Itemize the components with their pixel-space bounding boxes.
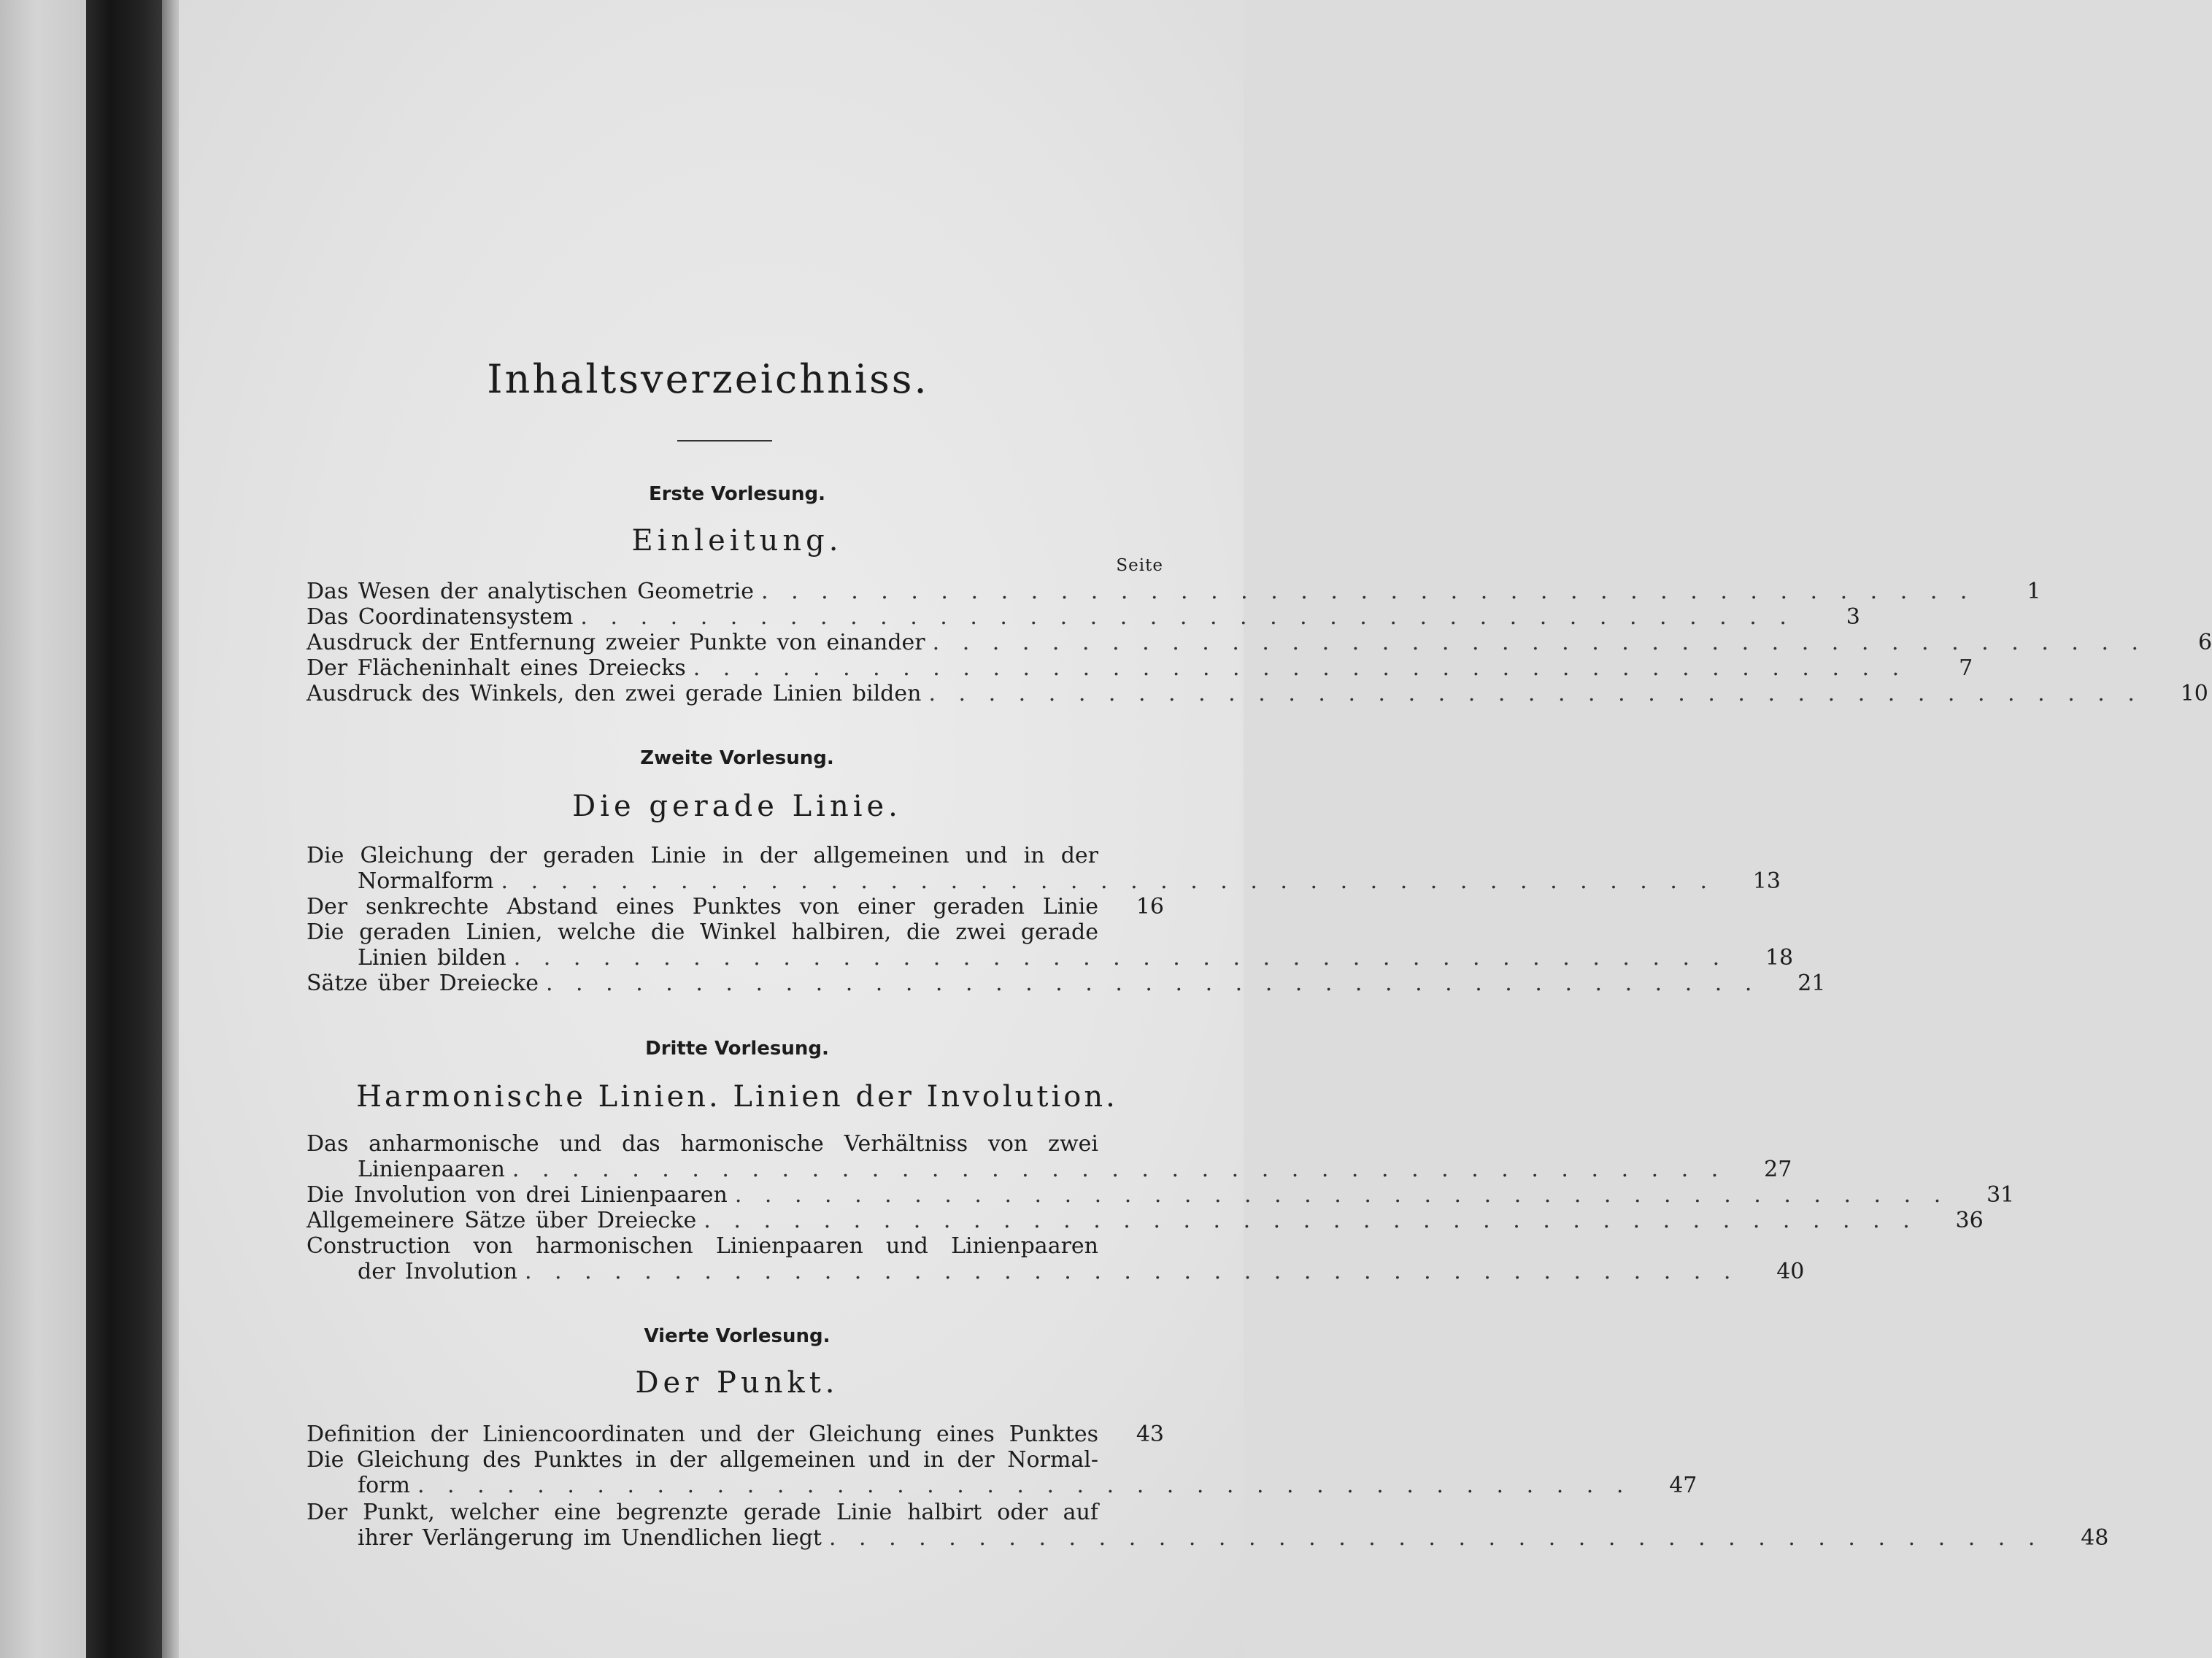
dot-leader: . . . . . . . . . . . . . . . . . . . . . . . . . . . . . . . . . . . . . . . . . xyxy=(932,630,2147,655)
background-left xyxy=(0,0,91,1658)
page-title: Inhaltsverzeichniss. xyxy=(487,356,929,402)
lecture-heading-2: Zweite Vorlesung. xyxy=(640,747,834,769)
page-number: 16 xyxy=(1136,894,1164,919)
page-number: 43 xyxy=(1136,1422,1164,1447)
page-number: 47 xyxy=(1669,1473,1697,1498)
toc-entry[interactable] xyxy=(307,1233,1805,1284)
toc-entry[interactable] xyxy=(307,894,1164,919)
toc-entry[interactable] xyxy=(307,1131,1792,1182)
entry-text: Die Gleichung der geraden Linie in der allgemeinen und in der xyxy=(307,843,1098,868)
toc-entry[interactable] xyxy=(307,630,2212,655)
entry-text: Der senkrechte Abstand eines Punktes von einer geraden Linie xyxy=(307,894,1098,919)
page-number: 36 xyxy=(1955,1208,1984,1233)
entry-text: Die Involution von drei Linienpaaren xyxy=(307,1182,728,1208)
entry-text: Die Gleichung des Punktes in der allgemeinen und in der Normal- xyxy=(307,1447,1098,1473)
dot-leader: . . . . . . . . . . . . . . . . . . . . . . . . . . . . . . . . . . . . . . . . . xyxy=(545,971,1760,996)
dot-leader: . . . . . . . . . . . . . . . . . . . . . . . . . . . . . . . . . . . . . . . . . xyxy=(512,1157,1727,1182)
toc-entry[interactable] xyxy=(307,1208,1984,1233)
entry-text: Allgemeinere Sätze über Dreiecke xyxy=(307,1208,697,1233)
page-number: 10 xyxy=(2180,681,2208,706)
toc-entry[interactable] xyxy=(307,655,1973,681)
entry-text: Der Punkt, welcher eine begrenzte gerade Linie halbirt oder auf xyxy=(307,1500,1098,1525)
entry-text: Ausdruck des Winkels, den zwei gerade Linien bilden xyxy=(307,681,922,706)
entry-text-cont: der Involution xyxy=(358,1259,517,1284)
dot-leader: . . . . . . . . . . . . . . . . . . . . . . . . . . . . . . . . . . . . . . . . . xyxy=(580,604,1795,630)
dot-leader: . . . . . . . . . . . . . . . . . . . . . . . . . . . . . . . . . . . . . . . . . xyxy=(928,681,2143,706)
entry-text: Construction von harmonischen Linienpaaren und Linienpaaren xyxy=(307,1233,1098,1259)
entry-text: Der Flächeninhalt eines Dreiecks xyxy=(307,655,686,681)
title-rule xyxy=(677,440,772,442)
toc-entry[interactable] xyxy=(307,1500,2109,1551)
page-number: 3 xyxy=(1846,604,1860,630)
toc-entry[interactable] xyxy=(307,919,1794,971)
toc-entry[interactable] xyxy=(307,843,1781,894)
page-number: 40 xyxy=(1776,1259,1805,1284)
page-number: 31 xyxy=(1986,1182,2015,1208)
dot-leader: . . . . . . . . . . . . . . . . . . . . . . . . . . . . . . . . . . . . . . . . . xyxy=(734,1182,1949,1208)
page-number: 13 xyxy=(1752,868,1781,894)
entry-text-cont: Normalform xyxy=(358,868,494,894)
page-number: 6 xyxy=(2197,630,2212,655)
book-spine xyxy=(86,0,166,1658)
toc-entry[interactable] xyxy=(307,681,2208,706)
chapter-title-2: Die gerade Linie. xyxy=(572,790,902,823)
entry-text-cont: Linienpaaren xyxy=(358,1157,505,1182)
lecture-heading-1: Erste Vorlesung. xyxy=(648,483,826,505)
page-number: 7 xyxy=(1959,655,1973,681)
entry-text: Definition der Liniencoordinaten und der Gleichung eines Punktes xyxy=(307,1422,1098,1447)
dot-leader: . . . . . . . . . . . . . . . . . . . . . . . . . . . . . . . . . . . . . . . . . xyxy=(761,579,1976,604)
toc-entry[interactable] xyxy=(307,971,1826,996)
entry-text-cont: Linien bilden xyxy=(358,945,506,971)
entry-text-cont: ihrer Verlängerung im Unendlichen liegt xyxy=(358,1525,822,1551)
entry-text: Ausdruck der Entfernung zweier Punkte von einander xyxy=(307,630,925,655)
entry-text: Die geraden Linien, welche die Winkel halbiren, die zwei gerade xyxy=(307,919,1098,945)
page-number: 27 xyxy=(1764,1157,1792,1182)
dot-leader: . . . . . . . . . . . . . . . . . . . . . . . . . . . . . . . . . . . . . . . . . xyxy=(704,1208,1918,1233)
dot-leader: . . . . . . . . . . . . . . . . . . . . . . . . . . . . . . . . . . . . . . . . . xyxy=(524,1259,1739,1284)
page-number: 18 xyxy=(1765,945,1794,971)
page-number: 21 xyxy=(1797,971,1826,996)
page-number: 1 xyxy=(2027,579,2041,604)
dot-leader: . . . . . . . . . . . . . . . . . . . . . . . . . . . . . . . . . . . . . . . . . xyxy=(501,868,1715,894)
toc-entry[interactable] xyxy=(307,579,2041,604)
toc-entry[interactable] xyxy=(307,1182,2015,1208)
chapter-title-3: Harmonische Linien. Linien der Involution. xyxy=(356,1080,1118,1114)
entry-text: Das Wesen der analytischen Geometrie xyxy=(307,579,754,604)
chapter-title-1: Einleitung. xyxy=(631,524,843,558)
dot-leader: . . . . . . . . . . . . . . . . . . . . . . . . . . . . . . . . . . . . . . . . . xyxy=(513,945,1728,971)
dot-leader: . . . . . . . . . . . . . . . . . . . . . . . . . . . . . . . . . . . . . . . . . xyxy=(417,1473,1632,1498)
seite-label: Seite xyxy=(1116,556,1163,575)
toc-entry[interactable] xyxy=(307,1447,1697,1498)
entry-text: Das Coordinatensystem xyxy=(307,604,574,630)
entry-text-cont: form xyxy=(358,1473,410,1498)
entry-text: Das anharmonische und das harmonische Verhältniss von zwei xyxy=(307,1131,1098,1157)
chapter-title-4: Der Punkt. xyxy=(635,1366,839,1400)
lecture-heading-4: Vierte Vorlesung. xyxy=(644,1325,831,1347)
toc-entry[interactable] xyxy=(307,604,1860,630)
lecture-heading-3: Dritte Vorlesung. xyxy=(645,1038,829,1060)
entry-text: Sätze über Dreiecke xyxy=(307,971,539,996)
page-number: 48 xyxy=(2081,1525,2109,1551)
dot-leader: . . . . . . . . . . . . . . . . . . . . . . . . . . . . . . . . . . . . . . . . . xyxy=(828,1525,2043,1551)
book-page xyxy=(179,0,1244,1658)
dot-leader: . . . . . . . . . . . . . . . . . . . . . . . . . . . . . . . . . . . . . . . . . xyxy=(693,655,1908,681)
toc-entry[interactable] xyxy=(307,1422,1164,1447)
